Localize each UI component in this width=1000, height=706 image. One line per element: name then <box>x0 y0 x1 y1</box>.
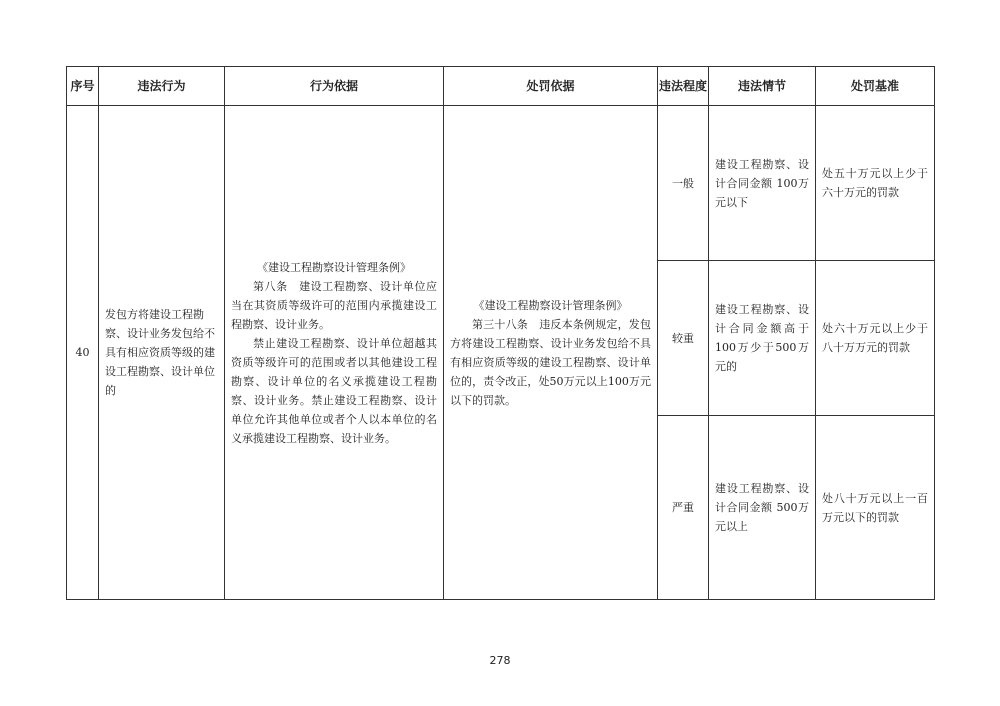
header-degree: 违法程度 <box>658 67 709 106</box>
degree-serious: 较重 <box>658 261 709 416</box>
penalty-basis-cell <box>444 106 658 600</box>
degree-severe: 严重 <box>658 416 709 600</box>
act-basis-title: 《建设工程勘察设计管理条例》 <box>257 260 411 274</box>
violation-act: 发包方将建设工程勘察、设计业务发包给不具有相应资质等级的建设工程勘察、设计单位的 <box>99 106 225 600</box>
standard-serious: 处六十万元以上少于八十万万元的罚款 <box>816 261 935 416</box>
header-act: 违法行为 <box>99 67 225 106</box>
penalty-basis-title: 《建设工程勘察设计管理条例》 <box>473 298 628 312</box>
standard-general: 处五十万元以上少于六十万元的罚款 <box>816 106 935 261</box>
header-basis: 行为依据 <box>225 67 444 106</box>
table-row <box>67 106 935 261</box>
header-num: 序号 <box>67 67 99 106</box>
row-number: 40 <box>67 106 99 600</box>
standard-severe: 处八十万元以上一百万元以下的罚款 <box>816 416 935 600</box>
penalty-table <box>66 66 935 600</box>
act-basis-cell <box>225 106 444 600</box>
act-basis-paragraph-2: 禁止建设工程勘察、设计单位超越其资质等级许可的范围或者以其他建设工程勘察、设计单位的名义承揽建设工程勘察、设计业务。禁止建设工程勘察、设计单位允许其他单位或者个人以本单位的名义承揽建设工程勘察、设计业务。 <box>231 336 437 445</box>
situation-serious: 建设工程勘察、设计合同金额高于100万少于500万元的 <box>709 261 816 416</box>
degree-general: 一般 <box>658 106 709 261</box>
header-standard: 处罚基准 <box>816 67 935 106</box>
page-number: 278 <box>489 654 511 667</box>
act-basis-paragraph-1: 第八条 建设工程勘察、设计单位应当在其资质等级许可的范围内承揽建设工程勘察、设计业务。 <box>231 279 437 331</box>
situation-general: 建设工程勘察、设计合同金额 100万元以下 <box>709 106 816 261</box>
penalty-basis-paragraph: 第三十八条 违反本条例规定，发包方将建设工程勘察、设计业务发包给不具有相应资质等级的建设工程勘察、设计单位的，责令改正，处50万元以上100万元以下的罚款。 <box>450 317 651 407</box>
header-situation: 违法情节 <box>709 67 816 106</box>
header-penalty-basis: 处罚依据 <box>444 67 658 106</box>
header-row <box>67 67 935 106</box>
situation-severe: 建设工程勘察、设计合同金额 500万元以上 <box>709 416 816 600</box>
